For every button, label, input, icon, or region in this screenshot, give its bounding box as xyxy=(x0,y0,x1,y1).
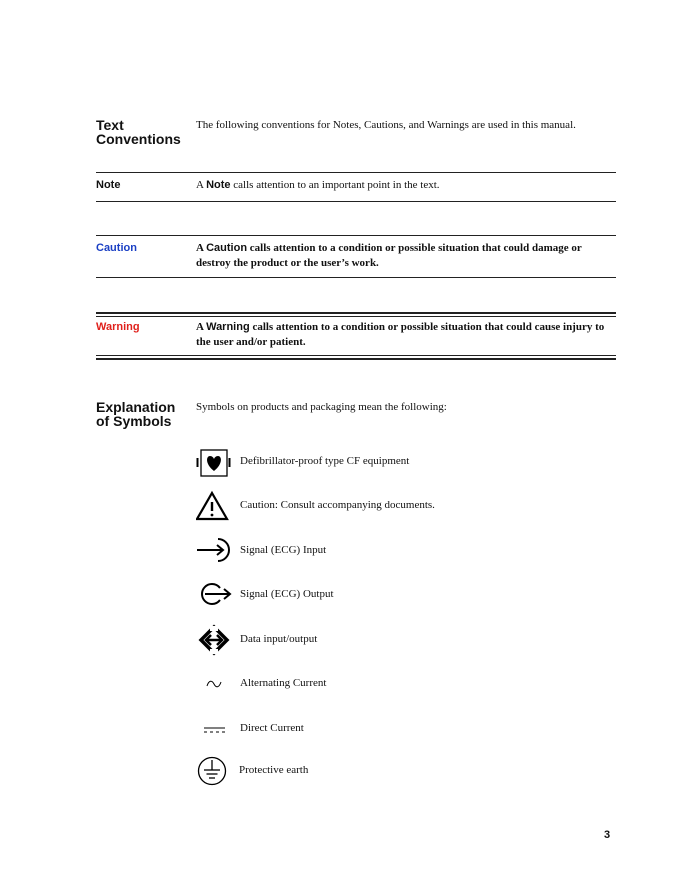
symbol-label: Signal (ECG) Input xyxy=(240,544,327,556)
symbol-row xyxy=(196,711,616,747)
double-divider xyxy=(96,312,616,314)
note-label: Note xyxy=(96,179,121,191)
symbol-label: Direct Current xyxy=(240,722,304,734)
symbol-row xyxy=(196,622,616,658)
direct-current-icon xyxy=(196,711,232,747)
note-prefix: A xyxy=(196,179,204,191)
symbol-label: Data input/output xyxy=(240,633,318,645)
warning-description-2: the user and/or patient. xyxy=(196,336,306,348)
symbol-label: Alternating Current xyxy=(240,677,327,689)
divider xyxy=(96,172,616,173)
text-conventions-heading xyxy=(96,118,181,146)
data-io-icon xyxy=(196,622,232,658)
note-description: calls attention to an important point in the text. xyxy=(233,179,440,191)
divider xyxy=(96,316,616,317)
symbols-heading xyxy=(96,400,175,428)
divider xyxy=(96,235,616,236)
caution-label: Caution xyxy=(96,242,137,254)
page-number: 3 xyxy=(604,829,611,841)
warning-description-1: calls attention to a condition or possible situation that could cause injury to xyxy=(252,321,605,333)
warning-text xyxy=(196,320,604,350)
symbol-row xyxy=(196,666,616,702)
symbol-label: Protective earth xyxy=(239,764,309,776)
warning-prefix: A xyxy=(196,321,204,333)
divider xyxy=(96,201,616,202)
symbol-row xyxy=(196,444,616,480)
signal-input-icon xyxy=(196,533,232,569)
note-keyword: Note xyxy=(206,179,231,191)
caution-prefix: A xyxy=(196,242,204,254)
symbol-label: Signal (ECG) Output xyxy=(240,588,334,600)
heading-line: Text xyxy=(96,117,124,133)
warning-line-1 xyxy=(196,320,604,335)
caution-line-1 xyxy=(196,241,582,256)
symbol-row xyxy=(196,533,616,569)
symbol-row xyxy=(196,577,616,613)
heading-line: Explanation xyxy=(96,399,176,415)
symbol-label: Defibrillator-proof type CF equipment xyxy=(240,455,410,467)
warning-label: Warning xyxy=(96,321,140,333)
symbols-intro: Symbols on products and packaging mean the following: xyxy=(196,401,447,413)
caution-text xyxy=(196,241,582,271)
caution-description-2: destroy the product or the user’s work. xyxy=(196,257,379,269)
symbol-label: Caution: Consult accompanying documents. xyxy=(240,499,435,511)
heading-line: Conventions xyxy=(96,131,181,147)
double-divider xyxy=(96,358,616,360)
symbol-row xyxy=(196,753,616,789)
caution-description-1: calls attention to a condition or possible situation that could damage or xyxy=(249,242,582,254)
protective-earth-icon xyxy=(196,753,232,789)
signal-output-icon xyxy=(196,577,232,613)
caution-triangle-icon xyxy=(196,488,232,524)
note-text xyxy=(196,178,440,193)
divider xyxy=(96,277,616,278)
divider xyxy=(96,355,616,356)
warning-keyword: Warning xyxy=(206,321,250,333)
heading-line: of Symbols xyxy=(96,413,172,429)
alternating-current-icon xyxy=(196,666,232,702)
text-conventions-intro: The following conventions for Notes, Cautions, and Warnings are used in this manual. xyxy=(196,119,576,131)
defibrillator-proof-cf-icon xyxy=(196,444,232,480)
caution-keyword: Caution xyxy=(206,242,248,254)
symbol-row xyxy=(196,488,616,524)
